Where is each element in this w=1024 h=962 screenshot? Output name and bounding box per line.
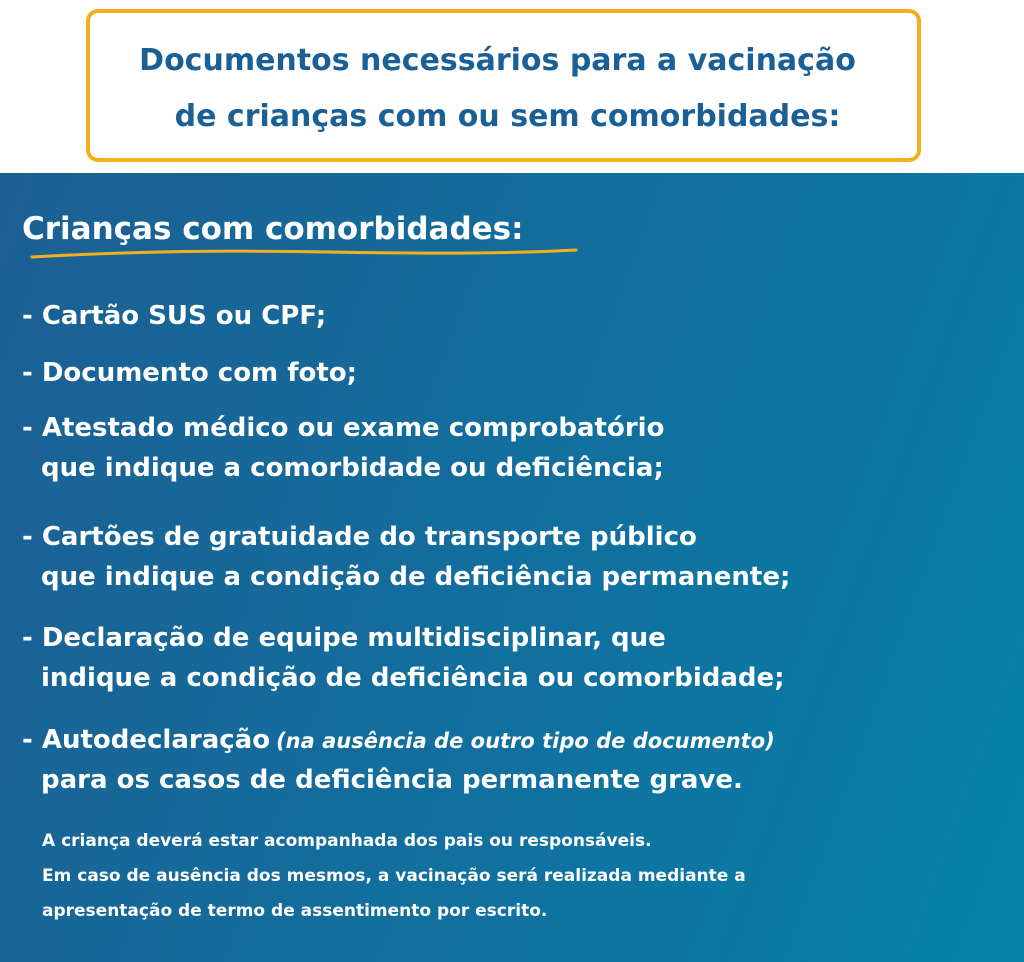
list-item-text: - Declaração de equipe multidisciplinar, que	[22, 623, 666, 653]
page-title-line-2: de crianças com ou sem comorbidades:	[174, 99, 841, 134]
list-item	[22, 725, 775, 795]
list-item-text: - Autodeclaração	[22, 725, 271, 755]
footer-note-line-2: Em caso de ausência dos mesmos, a vacinação será realizada mediante a	[42, 866, 746, 886]
list-item-text: - Atestado médico ou exame comprobatório	[22, 413, 665, 443]
list-item-note: (na ausência de outro tipo de documento)	[276, 729, 775, 753]
section-heading: Crianças com comorbidades:	[22, 211, 524, 247]
page-title-line-1: Documentos necessários para a vacinação	[139, 43, 856, 78]
list-item	[22, 358, 357, 388]
footer-note-line-3: apresentação de termo de assentimento por escrito.	[42, 901, 548, 921]
list-item	[22, 623, 785, 693]
list-item-continuation: que indique a comorbidade ou deficiência;	[41, 453, 664, 483]
list-item	[22, 522, 790, 592]
list-item-text: - Cartões de gratuidade do transporte público	[22, 522, 697, 552]
title-box	[86, 9, 921, 162]
footer-note-line-1: A criança deverá estar acompanhada dos pais ou responsáveis.	[42, 831, 652, 851]
header	[0, 0, 1024, 173]
list-item-continuation: que indique a condição de deficiência permanente;	[41, 562, 791, 592]
list-item-text: - Documento com foto;	[22, 358, 358, 388]
documents-panel	[0, 173, 1024, 962]
list-item	[22, 301, 326, 331]
list-item-continuation: indique a condição de deficiência ou comorbidade;	[41, 663, 785, 693]
footer-note	[42, 824, 746, 929]
heading-underline	[30, 247, 578, 261]
list-item	[22, 413, 664, 483]
list-item-text: - Cartão SUS ou CPF;	[22, 301, 327, 331]
list-item-continuation: para os casos de deficiência permanente grave.	[41, 765, 743, 795]
